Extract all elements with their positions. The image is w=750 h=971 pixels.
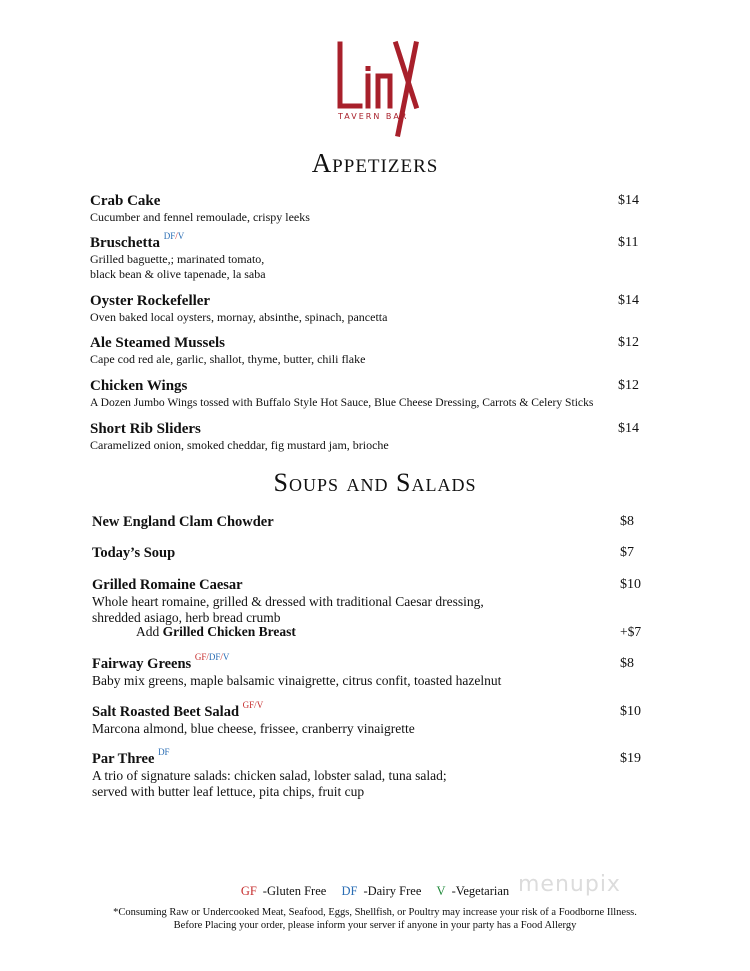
item-desc: Baby mix greens, maple balsamic vinaigrette, citrus confit, toasted hazelnut <box>92 673 502 688</box>
menupix-watermark: menupix <box>518 872 621 897</box>
item-name: Short Rib Sliders <box>90 421 201 437</box>
menu-item <box>90 421 650 453</box>
appetizers-title: Appetizers <box>311 148 439 178</box>
menu-item <box>92 545 652 562</box>
addon-price: +$7 <box>620 624 642 639</box>
item-desc: Grilled baguette,; marinated tomato, <box>90 252 265 266</box>
allergy-notice <box>0 906 750 932</box>
item-name: Today’s Soup <box>92 545 176 561</box>
diet-tags: GF/V <box>242 700 264 711</box>
item-desc: Cucumber and fennel remoulade, crispy leeks <box>90 210 310 224</box>
item-name: Ale Steamed Mussels <box>90 335 225 351</box>
menu-item <box>92 577 652 626</box>
legend-v-code: V <box>436 884 446 898</box>
item-desc: Marcona almond, blue cheese, frissee, cranberry vinaigrette <box>92 721 415 736</box>
item-price: $14 <box>618 293 639 308</box>
menu-item <box>90 335 650 367</box>
item-desc: served with butter leaf lettuce, pita chips, fruit cup <box>92 784 365 799</box>
item-price: $14 <box>618 421 639 436</box>
menu-item <box>90 193 650 225</box>
item-desc: shredded asiago, herb bread crumb <box>92 610 281 625</box>
item-name: Oyster Rockefeller <box>90 293 211 309</box>
item-price: $10 <box>620 577 641 592</box>
menu-item <box>92 514 652 531</box>
legend-gf-code: GF <box>240 884 257 898</box>
addon-item: Grilled Chicken Breast <box>162 624 296 639</box>
item-name: New England Clam Chowder <box>92 514 274 530</box>
item-desc: Cape cod red ale, garlic, shallot, thyme, butter, chili flake <box>90 352 366 366</box>
item-price: $11 <box>618 235 639 250</box>
addon-prefix: Add <box>136 624 160 639</box>
diet-tags: GF/DF/V <box>194 652 230 663</box>
item-name: Grilled Romaine Caesar <box>92 577 243 593</box>
item-price: $8 <box>620 514 634 529</box>
item-name: Fairway Greens <box>92 656 192 672</box>
item-desc: A Dozen Jumbo Wings tossed with Buffalo Style Hot Sauce, Blue Cheese Dressing, Carrots & Celery Sticks <box>90 396 594 409</box>
legend-df-text: -Dairy Free <box>363 884 422 898</box>
soups-salads-title: Soups and Salads <box>273 468 477 497</box>
diet-tags: DF/V <box>163 231 185 241</box>
item-desc: A trio of signature salads: chicken salad, lobster salad, tuna salad; <box>92 768 447 783</box>
legend-df-code: DF <box>341 884 358 898</box>
item-name: Bruschetta <box>90 235 160 251</box>
menu-item <box>90 231 650 282</box>
item-desc: Oven baked local oysters, mornay, absinthe, spinach, pancetta <box>90 310 388 324</box>
item-desc: Whole heart romaine, grilled & dressed with traditional Caesar dressing, <box>92 594 484 609</box>
linx-logo <box>330 38 422 138</box>
item-price: $14 <box>618 193 639 208</box>
item-name: Chicken Wings <box>90 378 188 394</box>
menu-item <box>90 293 650 325</box>
item-name: Par Three <box>92 751 155 767</box>
item-desc: black bean & olive tapenade, la saba <box>90 267 266 281</box>
item-price: $12 <box>618 335 639 350</box>
item-price: $19 <box>620 751 641 766</box>
item-price: $7 <box>620 545 634 560</box>
item-price: $8 <box>620 656 634 671</box>
item-name: Crab Cake <box>90 193 161 209</box>
item-price: $12 <box>618 378 639 393</box>
notice-line: Before Placing your order, please inform your server if anyone in your party has a Food Allergy <box>173 920 577 931</box>
legend-gf-text: -Gluten Free <box>262 884 327 898</box>
addon-line <box>136 624 296 640</box>
menu-item <box>90 378 650 410</box>
logo-tagline: TAVERN BAR <box>338 112 409 121</box>
item-desc: Caramelized onion, smoked cheddar, fig mustard jam, brioche <box>90 438 389 452</box>
item-name: Salt Roasted Beet Salad <box>92 704 240 720</box>
menu-item <box>92 700 652 737</box>
menu-item <box>92 747 652 800</box>
menu-item <box>92 652 652 689</box>
diet-tags: DF <box>158 747 170 758</box>
item-price: $10 <box>620 704 641 719</box>
legend-v-text: -Vegetarian <box>451 884 510 898</box>
notice-line: *Consuming Raw or Undercooked Meat, Seafood, Eggs, Shellfish, or Poultry may increase your risk of a Foodborne Illness. <box>113 907 637 918</box>
diet-legend <box>0 884 750 899</box>
